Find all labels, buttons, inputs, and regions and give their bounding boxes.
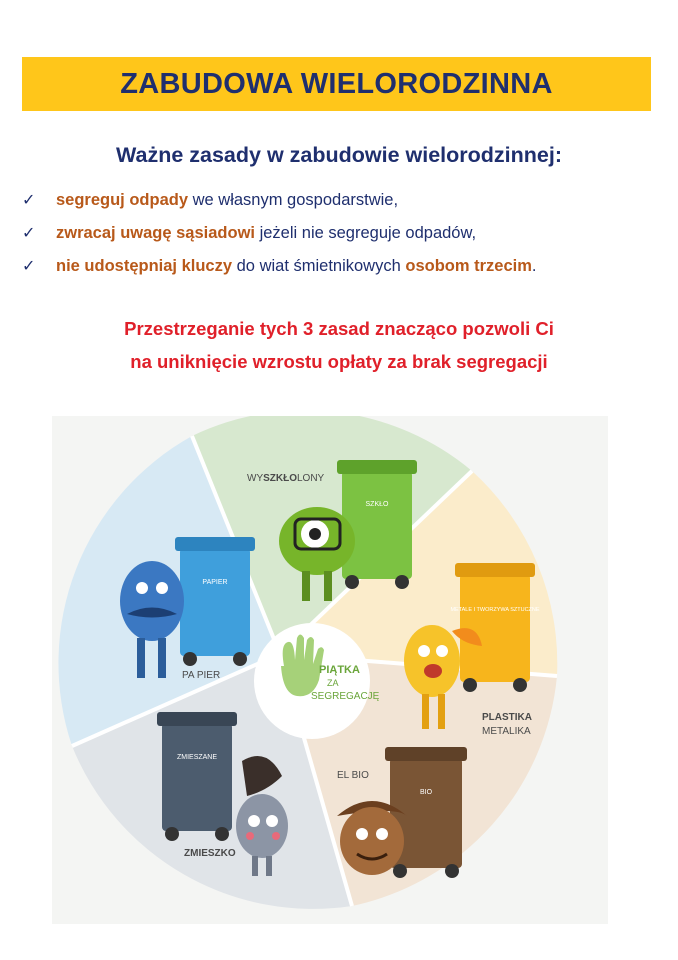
center-text-line: SEGREGACJĘ [311, 691, 380, 702]
page-title: ZABUDOWA WIELORODZINNA [120, 67, 553, 100]
rule-text: . [531, 257, 537, 275]
bin-label: METALE I TWORZYWA SZTUCZNE [450, 607, 540, 613]
notice-line: na uniknięcie wzrostu opłaty za brak segregacji [130, 351, 548, 372]
rule-text: do wiat śmietnikowych [232, 257, 406, 275]
mixed-bin [157, 712, 237, 841]
character-name: PA PIER [182, 670, 221, 681]
character-name: PLASTIKA [482, 712, 532, 723]
checkmark-icon: ✓ [22, 192, 36, 209]
rule-item [22, 256, 672, 289]
center-text-line: ZA [327, 678, 339, 688]
rule-item [22, 190, 672, 223]
notice-line: Przestrzeganie tych 3 zasad znacząco pozwoli Ci [124, 318, 554, 339]
rule-text: jeżeli nie segreguje odpadów, [255, 224, 477, 242]
paper-bin [175, 537, 255, 666]
character-name: METALIKA [482, 726, 531, 737]
bin-label: BIO [419, 789, 433, 796]
rule-highlight: nie udostępniaj kluczy [56, 257, 233, 275]
segregation-wheel [52, 416, 608, 924]
rule-highlight: osobom trzecim [405, 257, 532, 275]
rule-item [22, 223, 672, 256]
character-name: WYSZKŁOLONY [247, 473, 325, 484]
character-name: EL BIO [337, 770, 369, 781]
center-text-line: PIĄTKA [319, 664, 360, 676]
rules-list [22, 190, 672, 289]
bin-label: SZKŁO [365, 501, 389, 508]
notice [0, 312, 678, 378]
subtitle: Ważne zasady w zabudowie wielorodzinnej: [116, 143, 562, 167]
bin-label: ZMIESZANE [176, 754, 218, 761]
rule-text: we własnym gospodarstwie, [188, 191, 399, 209]
character-name: ZMIESZKO [184, 848, 236, 859]
segregation-wheel-graphic [52, 416, 608, 924]
bin-label: PAPIER [202, 579, 228, 586]
checkmark-icon: ✓ [22, 225, 36, 242]
rule-highlight: segreguj odpady [56, 191, 189, 209]
checkmark-icon: ✓ [22, 258, 36, 275]
plastic-bin [450, 563, 539, 692]
title-banner [22, 57, 651, 111]
rule-highlight: zwracaj uwagę sąsiadowi [56, 224, 255, 242]
